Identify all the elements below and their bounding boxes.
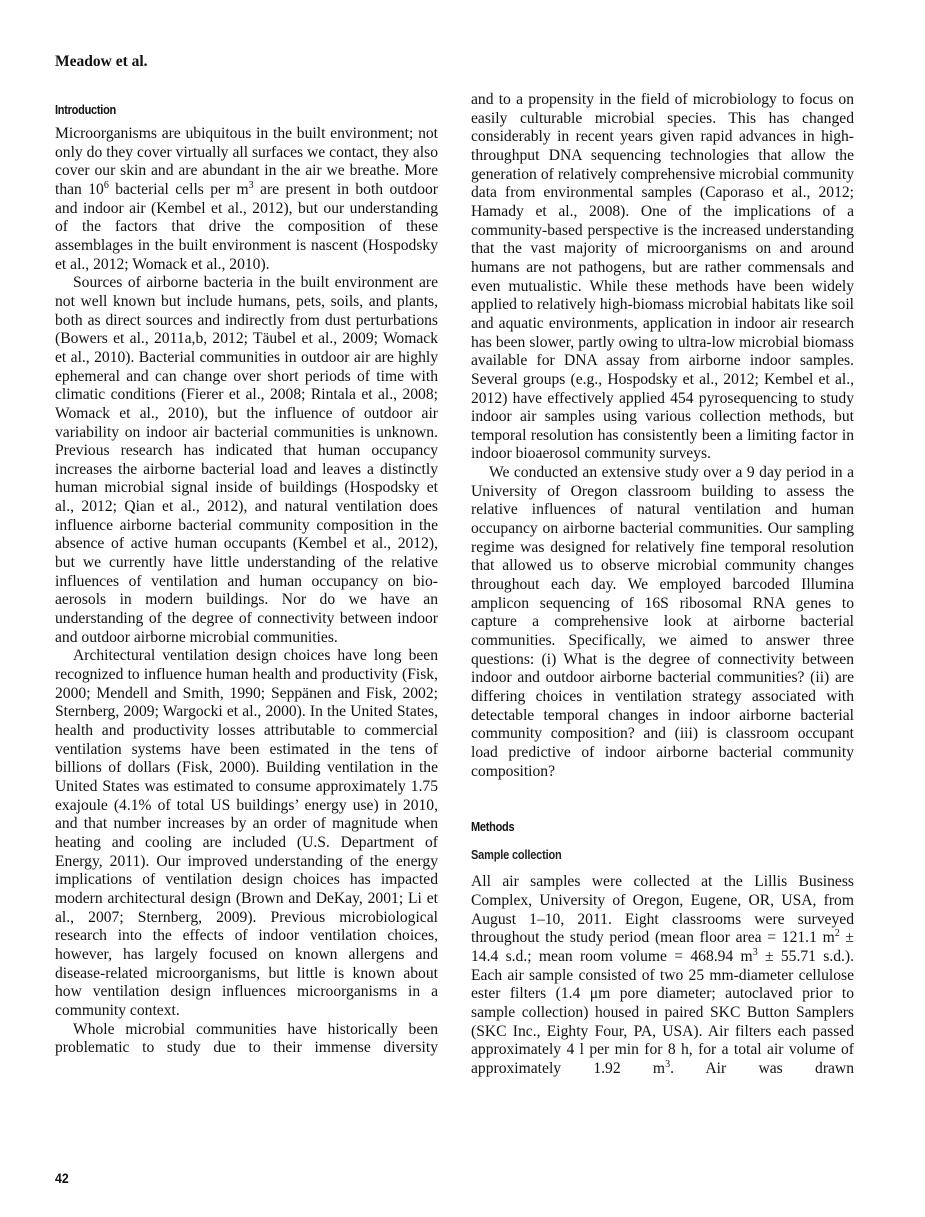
intro-paragraph-5: We conducted an extensive study over a 9 day period in a University of Oregon classroom building to assess the relative influences of natural ventilation and human occupancy on airborne bacterial communities. Our sampling regime was designed for relatively fine temporal resolution that allowed us to observe microbial community changes throughout each day. We employed barcoded Illumina amplicon sequencing of 16S ribosomal RNA genes to capture a comprehensive look at airborne bacterial communities. Specifically, we aimed to answer three questions: (i) What is the degree of connectivity between indoor and outdoor airborne bacterial communities? (ii) are differing choices in ventilation strategy associated with detectable temporal changes in indoor airborne bacterial community composition? and (iii) is classroom occupant load predictive of indoor airborne bacterial community composition? bbox=[471, 464, 854, 780]
subsection-heading-sample-collection: Sample collection bbox=[471, 848, 562, 863]
section-heading-methods: Methods bbox=[471, 820, 515, 835]
text-run: ± 14.4 s.d.; mean room volume = 468.94 m bbox=[471, 929, 854, 965]
text-run: are present in both outdoor and indoor air (Kembel et al., 2012), but our understanding of the factors that drive the composition of these assemblages in the built environment is nascent (Hospodsky et al., 2012; Womack et al., 2010). bbox=[55, 180, 438, 273]
text-run: bacterial cells per m bbox=[108, 180, 249, 198]
subsection-wrap bbox=[471, 845, 854, 865]
superscript: 6 bbox=[103, 179, 109, 191]
intro-paragraph-1 bbox=[55, 125, 438, 274]
intro-paragraph-3: Architectural ventilation design choices have long been recognized to influence human health and productivity (Fisk, 2000; Mendell and Smith, 1990; Seppänen and Fisk, 2002; Sternberg, 2009; Wargocki et al., 2000). In the United States, health and productivity losses attributable to commercial ventilation systems have been estimated in the tens of billions of dollars (Fisk, 2000). Building ventilation in the United States was estimated to consume approximately 1.75 exajoule (4.1% of total US buildings’ energy use) in 2010, and that number increases by an order of magnitude when heating and cooling are included (U.S. Department of Energy, 2011). Our improved understanding of the energy implications of ventilation design choices has impacted modern architectural design (Brown and DeKay, 2001; Li et al., 2007; Sternberg, 2009). Previous microbiological research into the effects of indoor ventilation choices, however, has largely focused on known allergens and disease-related microorganisms, but little is known about how ventilation design influences microorganisms in a community context. bbox=[55, 647, 438, 1019]
text-run: Microorganisms are ubiquitous in the built environment; not only do they cover virtually all surfaces we contact, they also cover our skin and are abundant in the air we breathe. More than 10 bbox=[55, 125, 438, 198]
text-run: All air samples were collected at the Lillis Business Complex, University of Oregon, Eugene, OR, USA, from August 1–10, 2011. Eight classrooms were surveyed throughout the study period (mean floor area = 121.1 m bbox=[471, 873, 854, 947]
left-column bbox=[55, 100, 438, 1058]
superscript: 3 bbox=[665, 1058, 671, 1070]
running-head-authors: Meadow et al. bbox=[55, 53, 148, 70]
intro-paragraph-2: Sources of airborne bacteria in the built environment are not well known but include humans, pets, soils, and plants, both as direct sources and indirectly from dust perturbations (Bowers et al., 2011a,b, 2012; Täubel et al., 2009; Womack et al., 2010). Bacterial communities in outdoor air are highly ephemeral and can change over short periods of time with climatic conditions (Fierer et al., 2008; Rintala et al., 2008; Womack et al., 2010), but the influence of outdoor air variability on indoor air bacterial communities is unknown. Previous research has indicated that human occupancy increases the airborne bacterial load and leaves a distinctly human microbial signal inside of buildings (Hospodsky et al., 2012; Qian et al., 2012), and natural ventilation does influence airborne bacterial community composition in the absence of active human occupants (Kembel et al., 2012), but we currently have little understanding of the relative influences of ventilation and human occupancy on bioaerosols in modern buildings. Nor do we have an understanding of the degree of connectivity between indoor and outdoor airborne microbial communities. bbox=[55, 274, 438, 646]
intro-paragraph-4-start: Whole microbial communities have historically been problematic to study due to their immense diversity bbox=[55, 1020, 438, 1057]
intro-paragraph-4-continued: and to a propensity in the field of microbiology to focus on easily culturable microbial species. This has changed considerably in recent years given rapid advances in high-throughput DNA sequencing technologies that allow the generation of relatively comprehensive microbial community data from environmental samples (Caporaso et al., 2012; Hamady et al., 2008). One of the implications of a community-based perspective is the increased understanding that the vast majority of microorganisms on and around humans are not pathogens, but are rather commensals and even mutualistic. While these methods have been widely applied to relatively high-biomass microbial habitats like soil and aquatic environments, application in indoor air research has been slower, partly owing to ultra-low microbial biomass available for DNA assay from airborne indoor samples. Several groups (e.g., Hospodsky et al., 2012; Kembel et al., 2012) have effectively applied 454 pyrosequencing to study indoor air samples using various collection methods, but temporal resolution has consistently been a limiting factor in indoor bioaerosol community surveys. bbox=[471, 91, 854, 463]
right-column bbox=[471, 91, 854, 1079]
page-number: 42 bbox=[55, 1170, 69, 1186]
methods-paragraph-1 bbox=[471, 873, 854, 1078]
text-run: ± 55.71 s.d.). Each air sample consisted of two 25 mm-diameter cellulose ester filters (1.4 μm pore diameter; autoclaved prior to sample collection) housed in paired SKC Button Samplers (SKC Inc., Eighty Four, PA, USA). Air filters each passed approximately 4 l per min for 8 h, for a total air volume of approximately 1.92 m bbox=[471, 947, 854, 1077]
superscript: 3 bbox=[248, 179, 254, 191]
text-run: . Air was drawn bbox=[670, 1059, 854, 1077]
superscript: 3 bbox=[752, 946, 758, 958]
superscript: 2 bbox=[834, 928, 840, 940]
section-heading-introduction: Introduction bbox=[55, 103, 116, 117]
